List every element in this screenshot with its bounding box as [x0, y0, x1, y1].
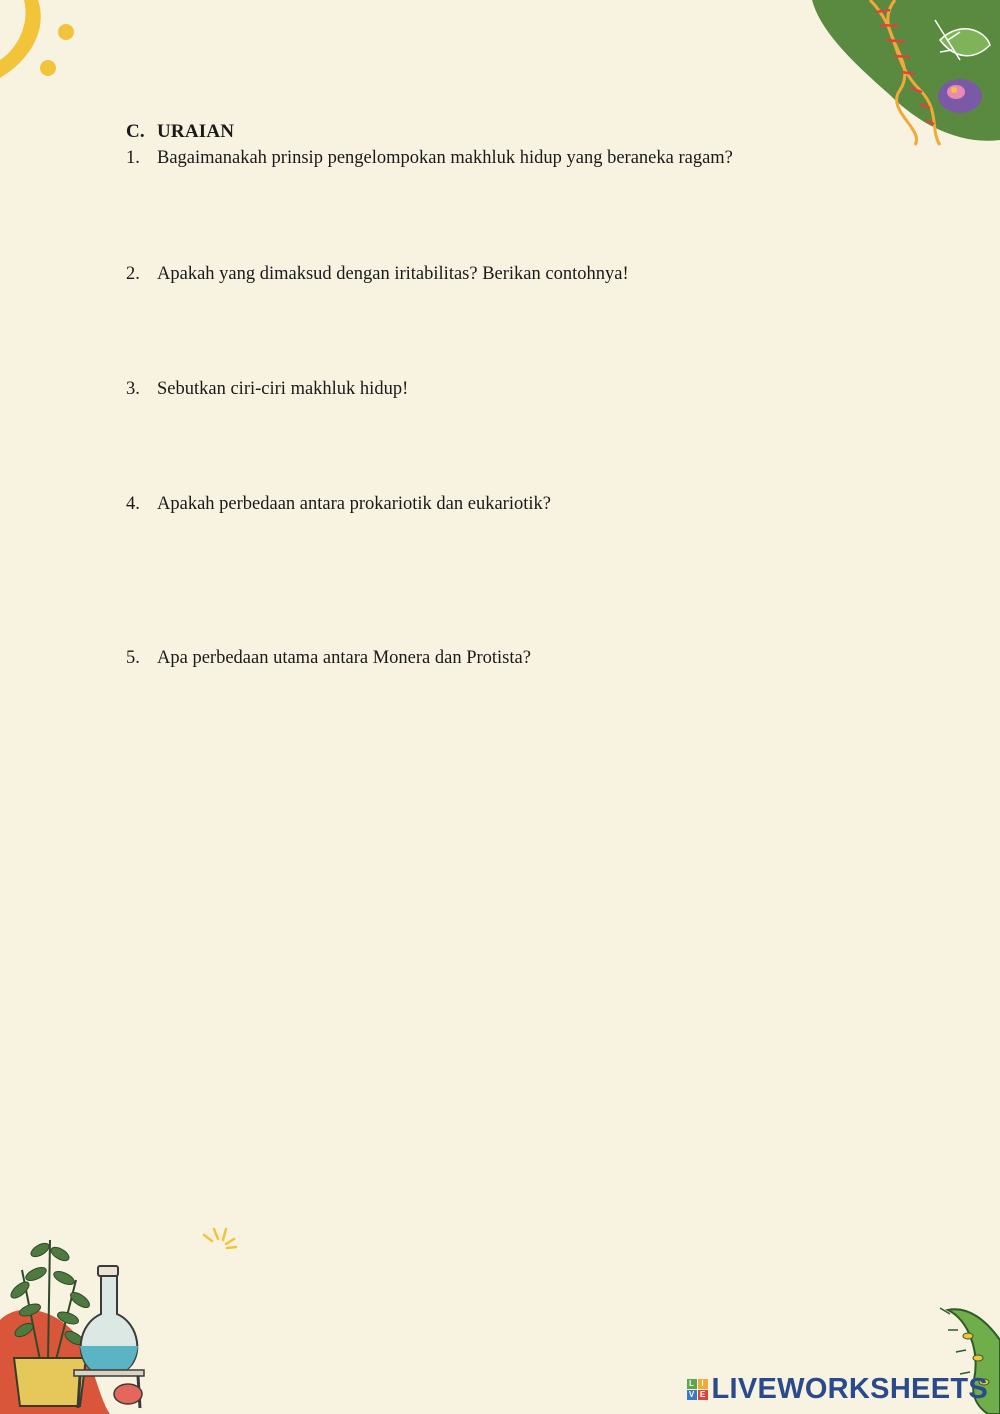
- logo-letter: I: [698, 1379, 708, 1389]
- dna-leaf-cell-icon: [810, 0, 1000, 150]
- watermark-text: LIVEWORKSHEETS: [711, 1373, 988, 1405]
- section-title: URAIAN: [157, 121, 235, 142]
- question-number: 3.: [126, 379, 140, 399]
- question-number: 5.: [126, 648, 140, 668]
- liveworksheets-logo-icon: [687, 1379, 708, 1400]
- question-text: Bagaimanakah prinsip pengelompokan makhluk hidup yang beraneka ragam?: [157, 148, 733, 168]
- question-text: Apa perbedaan utama antara Monera dan Protista?: [157, 648, 531, 668]
- logo-letter: E: [698, 1390, 708, 1400]
- question-item: [126, 262, 629, 286]
- watermark: [687, 1373, 989, 1406]
- question-text: Apakah yang dimaksud dengan iritabilitas? Berikan contohnya!: [157, 264, 629, 284]
- question-item: [126, 146, 733, 170]
- question-number: 4.: [126, 494, 140, 514]
- sparkle-icon: [198, 1225, 242, 1253]
- logo-letter: L: [687, 1379, 697, 1389]
- question-number: 1.: [126, 148, 140, 168]
- section-letter: C.: [126, 121, 145, 142]
- sun-arc-icon: [0, 0, 90, 90]
- question-item: [126, 377, 408, 401]
- question-text: Apakah perbedaan antara prokariotik dan eukariotik?: [157, 494, 551, 514]
- question-item: [126, 646, 531, 670]
- logo-letter: V: [687, 1390, 697, 1400]
- flask-icon: [70, 1262, 150, 1412]
- question-item: [126, 492, 551, 516]
- section-heading: [126, 121, 234, 143]
- question-number: 2.: [126, 264, 140, 284]
- question-text: Sebutkan ciri-ciri makhluk hidup!: [157, 379, 409, 399]
